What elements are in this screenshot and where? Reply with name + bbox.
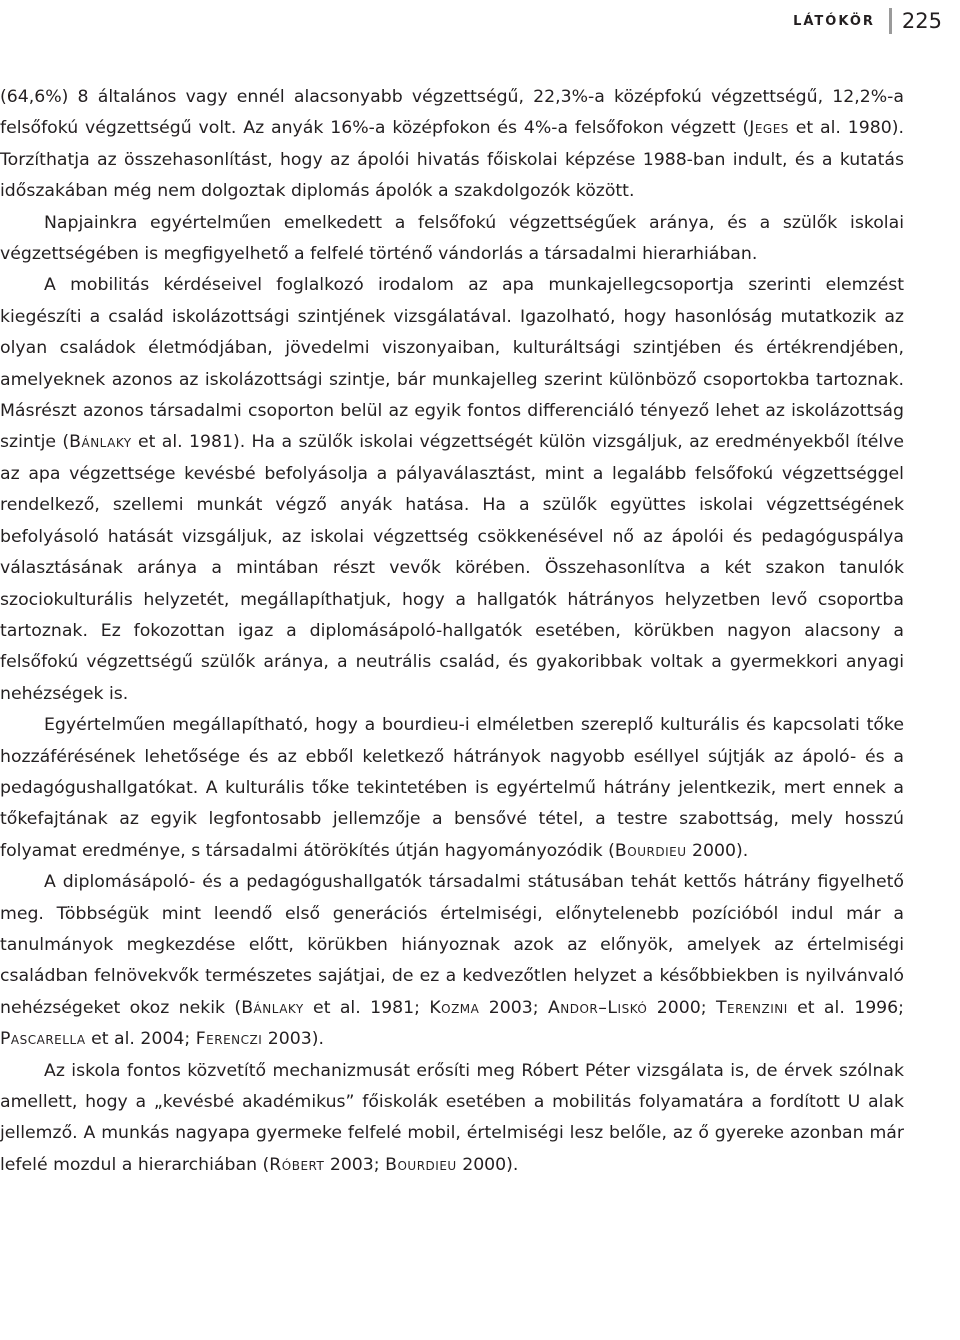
text-segment: 2003). <box>262 1029 324 1050</box>
text-segment: Egyértelműen megállapítható, hogy a bourdieu-i elméletben szereplő kulturális és kapcsolati tőke hozzáférésének lehetősége és az ebből keletkező hátrányok nagyobb eséllyel sújtják az ápoló- és a pedagógushallgatókat. A kulturális tőke tekintetében is egyértelmű hátrány jelentkezik, mert ennek a tőkefajtának az egyik legfontosabb jellemzője a bensővé tétel, a testre szabottság, mely hosszú folyamat eredménye, s társadalmi átörökítés útján hagyományozódik ( <box>0 715 904 861</box>
citation-author: Bourdieu <box>614 840 687 861</box>
text-segment: et al. 1980). Torzíthatja az összehasonlítást, hogy az ápolói hivatás főiskolai képzése 1988-ban indult, és a kutatás időszakában még nem dolgoztak diplomás ápolók a szakdolgozók között. <box>0 118 904 202</box>
text-segment: Napjainkra egyértelműen emelkedett a felsőfokú végzettségűek aránya, és a szülők iskolai végzettségében is megfigyelhető a felfelé történő vándorlás a társadalmi hierarhiában. <box>0 212 904 265</box>
citation-author: Jeges <box>749 118 789 139</box>
text-segment: 2000). <box>686 840 749 861</box>
text-segment: 2000; <box>647 997 716 1018</box>
text-segment: Az iskola fontos közvetítő mechanizmusát erősíti meg Róbert Péter vizsgálata is, de érvek szólnak amellett, hogy a „kevésbé akadémikus” főiskolák esetében a mobilitás folyamatára a fordított U alak jellemző. A munkás nagyapa gyermeke felfelé mobil, értelmiségi lesz belőle, az ő gyereke azonban már lefelé mozdul a hierarchiában ( <box>0 1060 904 1175</box>
paragraph <box>0 208 904 271</box>
paragraph <box>0 82 904 208</box>
running-header <box>793 8 942 34</box>
citation-author: Andor–Liskó <box>547 997 648 1018</box>
body-text <box>0 82 904 1181</box>
citation-author: Róbert <box>269 1154 325 1175</box>
citation-author: Kozma <box>429 997 480 1018</box>
text-segment: et al. 1981). Ha a szülők iskolai végzettségét külön vizsgáljuk, az eredményekből ítélve az apa végzettsége kevésbé befolyásolja a pályaválasztást, mint a legalább felsőfokú végzettséggel rendelkező, szellemi munkát végző anyák hatása. Ha a szülők együttes iskolai végzettségének befolyásoló hatását vizsgáljuk, az iskolai végzettség csökkenésével nő az ápolói és pedagóguspálya választásának aránya a mintában részt vevők körében. Összehasonlítva a két szakon tanulók szociokulturális helyzetét, megállapíthatjuk, hogy a hallgatók hátrányos helyzetben levő csoportba tartoznak. Ez fokozottan igaz a diplomásápoló-hallgatók esetében, körükben nagyon alacsony a felsőfokú végzettségű szülők aránya, a neutrális család, és gyakoribbak voltak a gyermekkori anyagi nehézségek is. <box>0 432 904 704</box>
citation-author: Pascarella <box>0 1029 86 1050</box>
citation-author: Ferenczi <box>195 1029 263 1050</box>
paragraph <box>0 1056 904 1182</box>
running-title: LÁTÓKÖR <box>793 13 875 29</box>
citation-author: Bánlaky <box>241 997 304 1018</box>
paragraph <box>0 270 904 710</box>
paragraph <box>0 710 904 867</box>
citation-author: Terenzini <box>715 997 788 1018</box>
header-divider <box>889 8 892 34</box>
page-number: 225 <box>901 9 942 33</box>
citation-author: Bánlaky <box>69 432 132 453</box>
text-segment: 2003; <box>479 997 548 1018</box>
text-segment: et al. 2004; <box>85 1029 196 1050</box>
text-segment: A diplomásápoló- és a pedagógushallgatók társadalmi státusában tehát kettős hátrány figyelhető meg. Többségük mint leendő első generációs értelmiségi, előnytelenebb pozícióból indul már a tanulmányok megkezdése előtt, körükben hiányoznak azok az előnyök, amelyek az értelmiségi családban felnövekvők természetes sajátjai, de ez a kedvezőtlen helyzet a későbbiekben is nyilvánvaló nehézségeket okoz nekik ( <box>0 872 904 1018</box>
text-segment: 2000). <box>456 1154 519 1175</box>
text-segment: et al. 1981; <box>303 997 430 1018</box>
paragraph <box>0 867 904 1055</box>
citation-author: Bourdieu <box>385 1154 457 1175</box>
text-segment: 2003; <box>324 1154 386 1175</box>
text-segment: A mobilitás kérdéseivel foglalkozó irodalom az apa munkajellegcsoportja szerinti elemzést kiegészíti a család iskolázottsági szintjének vizsgálatával. Igazolható, hogy hasonlóság mutatkozik az olyan családok életmódjában, jövedelmi viszonyaiban, kulturáltsági szintjében és értékrendjében, amelyeknek azonos az iskolázottsági szintje, bár munkajelleg szerint különböző csoportokba tartoznak. Másrészt azonos társadalmi csoporton belül az egyik fontos differenciáló tényező lehet az iskolázottság szintje ( <box>0 275 904 453</box>
text-segment: et al. 1996; <box>787 997 904 1018</box>
text-segment: (64,6%) 8 általános vagy ennél alacsonyabb végzettségű, 22,3%-a középfokú végzettségű, 12,2%-a felsőfokú végzettségű volt. Az anyák 16%-a középfokon és 4%-a felsőfokon végzett ( <box>0 87 904 139</box>
